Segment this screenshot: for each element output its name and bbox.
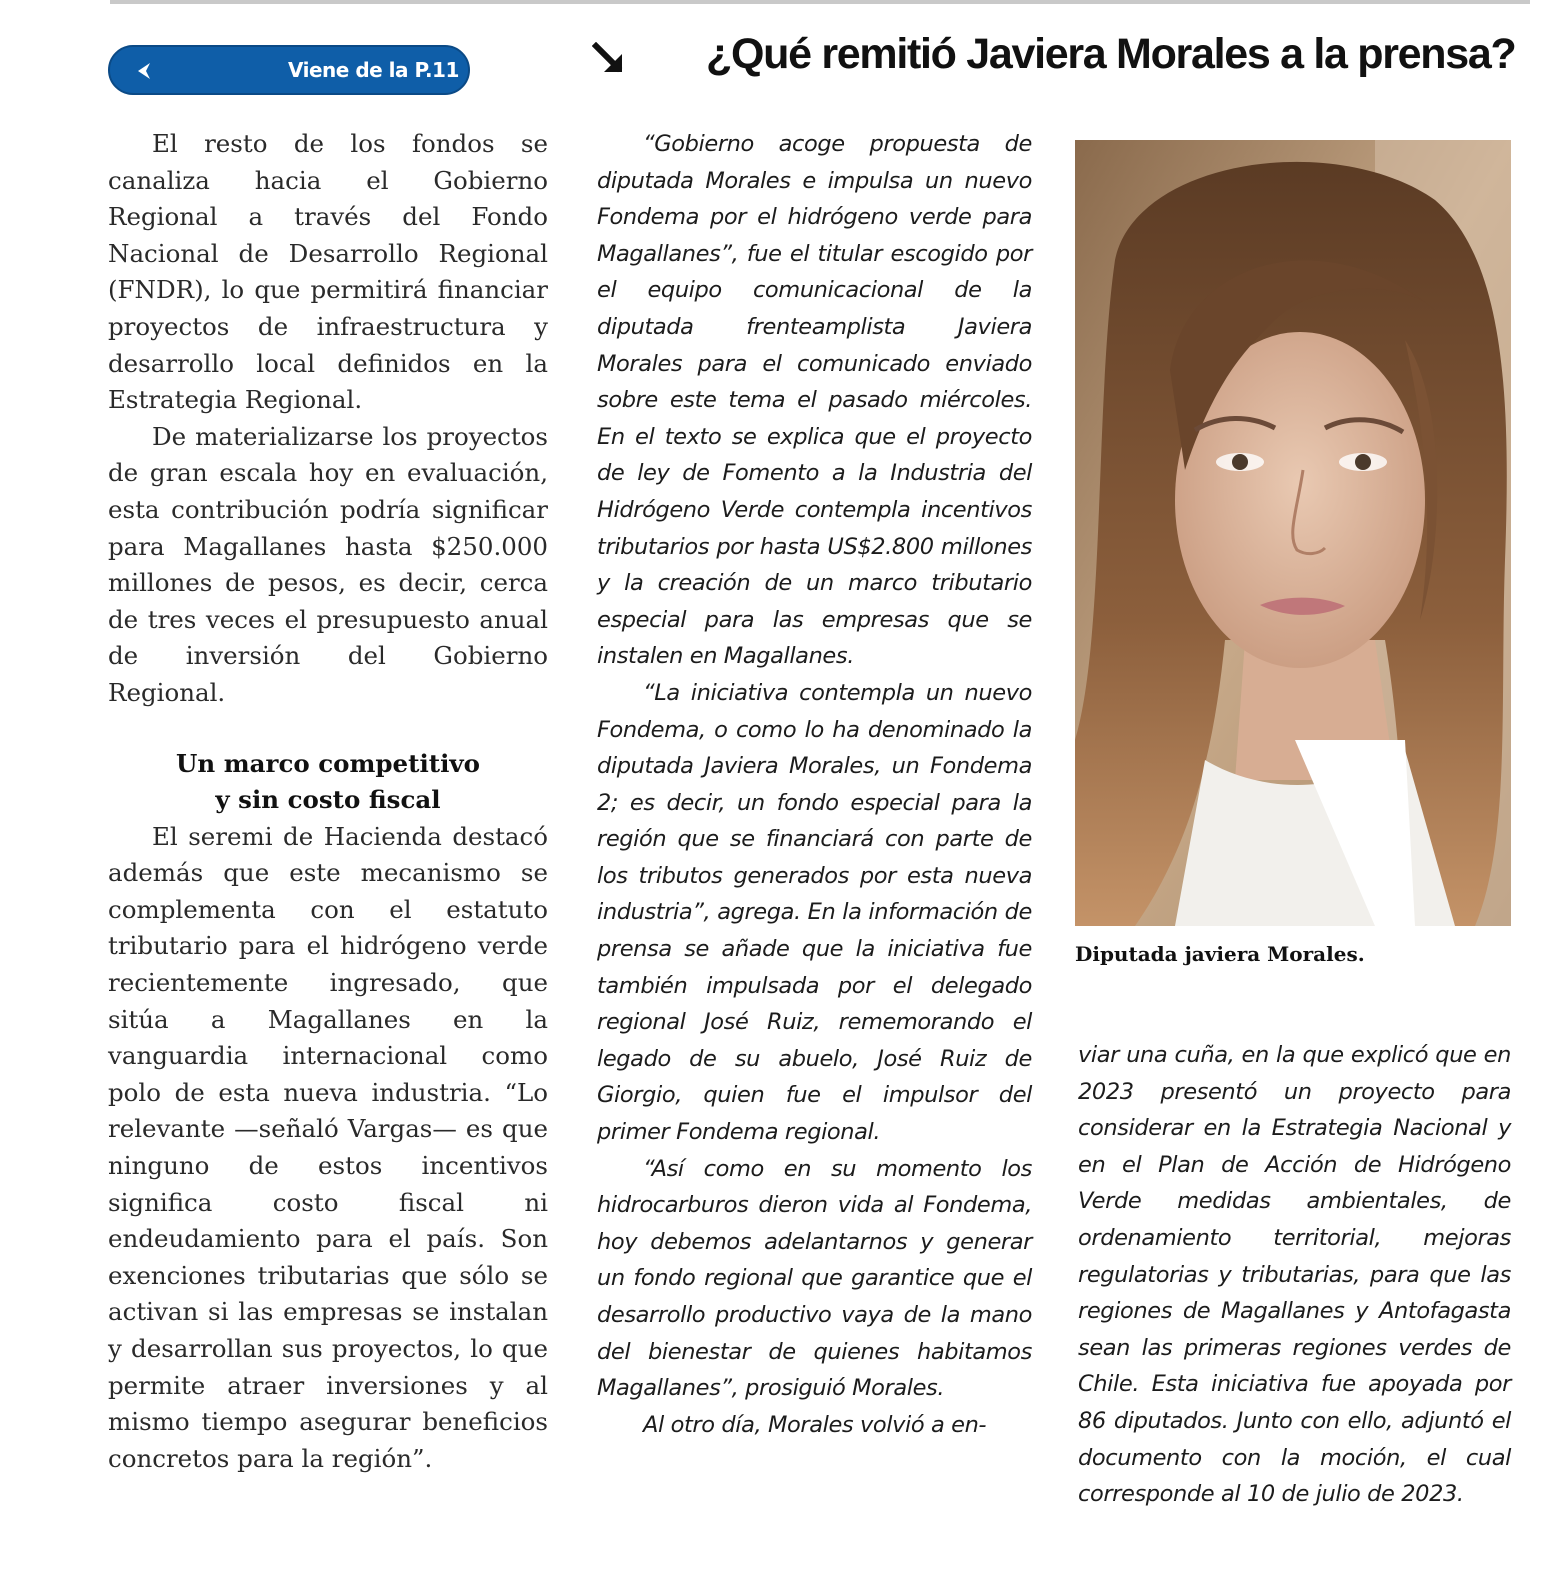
middle-paragraph-2: “La iniciativa contempla un nuevo Fondema, o como lo ha denominado la diputada Javiera Morales, un Fondema 2; es decir, un fondo especial para la región que se financiará con parte de los tributos generados por esta nueva industria”, agrega. En la información de prensa se añade que la iniciativa fue también impulsada por el delegado regional José Ruiz, rememorando el legado de su abuelo, José Ruiz de Giorgio, quien fue el impulsor del primer Fondema regional. — [597, 679, 1032, 1146]
middle-paragraph-4: Al otro día, Morales volvió a en- — [643, 1411, 987, 1438]
right-column — [1078, 1037, 1511, 1513]
photo-caption: Diputada javiera Morales. — [1075, 942, 1365, 966]
subhead — [108, 746, 548, 819]
right-paragraph: viar una cuña, en la que explicó que en 2023 presentó un proyecto para considerar en la Estrategia Nacional y en el Plan de Acción de Hidrógeno Verde medidas ambientales, de ordenamiento territorial, mejoras regulatorias y tributarias, para que las regiones de Magallanes y Antofagasta sean las primeras regiones verdes de Chile. Esta iniciativa fue apoyada por 86 diputados. Junto con ello, adjuntó el documento con la moción, el cual corresponde al 10 de julio de 2023. — [1078, 1042, 1511, 1508]
left-paragraph-3: El seremi de Hacienda destacó además que este mecanismo se complementa con el estatuto tributario para el hidrógeno verde recientemente ingresado, que sitúa a Magallanes en la vanguardia internacional como polo de esta nueva industria. “Lo relevante —señaló Vargas— es que ninguno de estos incentivos significa costo fiscal ni endeudamiento para el país. Son exenciones tributarias que sólo se activan si las empresas se instalan y desarrollan sus proyectos, lo que permite atraer inversiones y al mismo tiempo asegurar beneficios concretos para la región”. — [108, 821, 548, 1473]
subhead-line-1: Un marco competitivo — [176, 748, 480, 778]
left-column — [108, 126, 548, 1477]
portrait-photo — [1075, 140, 1511, 926]
middle-column — [597, 126, 1032, 1443]
left-paragraph-1: El resto de los fondos se canaliza hacia el Gobierno Regional a través del Fondo Nacional de Desarrollo Regional (FNDR), lo que permitirá financiar proyectos de infraestructura y desarrollo local definidos en la Estrategia Regional. — [108, 129, 548, 415]
chevron-left-icon — [136, 62, 152, 78]
subhead-line-2: y sin costo fiscal — [215, 785, 441, 815]
middle-paragraph-3: “Así como en su momento los hidrocarburos dieron vida al Fondema, hoy debemos adelantarnos y generar un fondo regional que garantice que el desarrollo productivo vaya de la mano del bienestar de quienes habitamos Magallanes”, prosiguió Morales. — [597, 1155, 1032, 1402]
middle-paragraph-1: “Gobierno acoge propuesta de diputada Morales e impulsa un nuevo Fondema por el hidrógeno verde para Magallanes”, fue el titular escogido por el equipo comunicacional de la diputada frenteamplista Javiera Morales para el comunicado enviado sobre este tema el pasado miércoles. En el texto se explica que el proyecto de ley de Fomento a la Industria del Hidrógeno Verde contempla incentivos tributarios por hasta US$2.800 millones y la creación de un marco tributario especial para las empresas que se instalen en Magallanes. — [597, 131, 1032, 670]
jump-badge[interactable] — [108, 45, 470, 95]
jump-label: Viene de la P.11 — [288, 58, 459, 82]
left-paragraph-2: De materializarse los proyectos de gran escala hoy en evaluación, esta contribución podría significar para Magallanes hasta $250.000 millones de pesos, es decir, cerca de tres veces el presupuesto anual de inversión del Gobierno Regional. — [108, 421, 548, 707]
top-rule — [110, 0, 1530, 4]
arrow-down-right-icon — [592, 42, 626, 76]
headline: ¿Qué remitió Javiera Morales a la prensa? — [706, 30, 1516, 78]
